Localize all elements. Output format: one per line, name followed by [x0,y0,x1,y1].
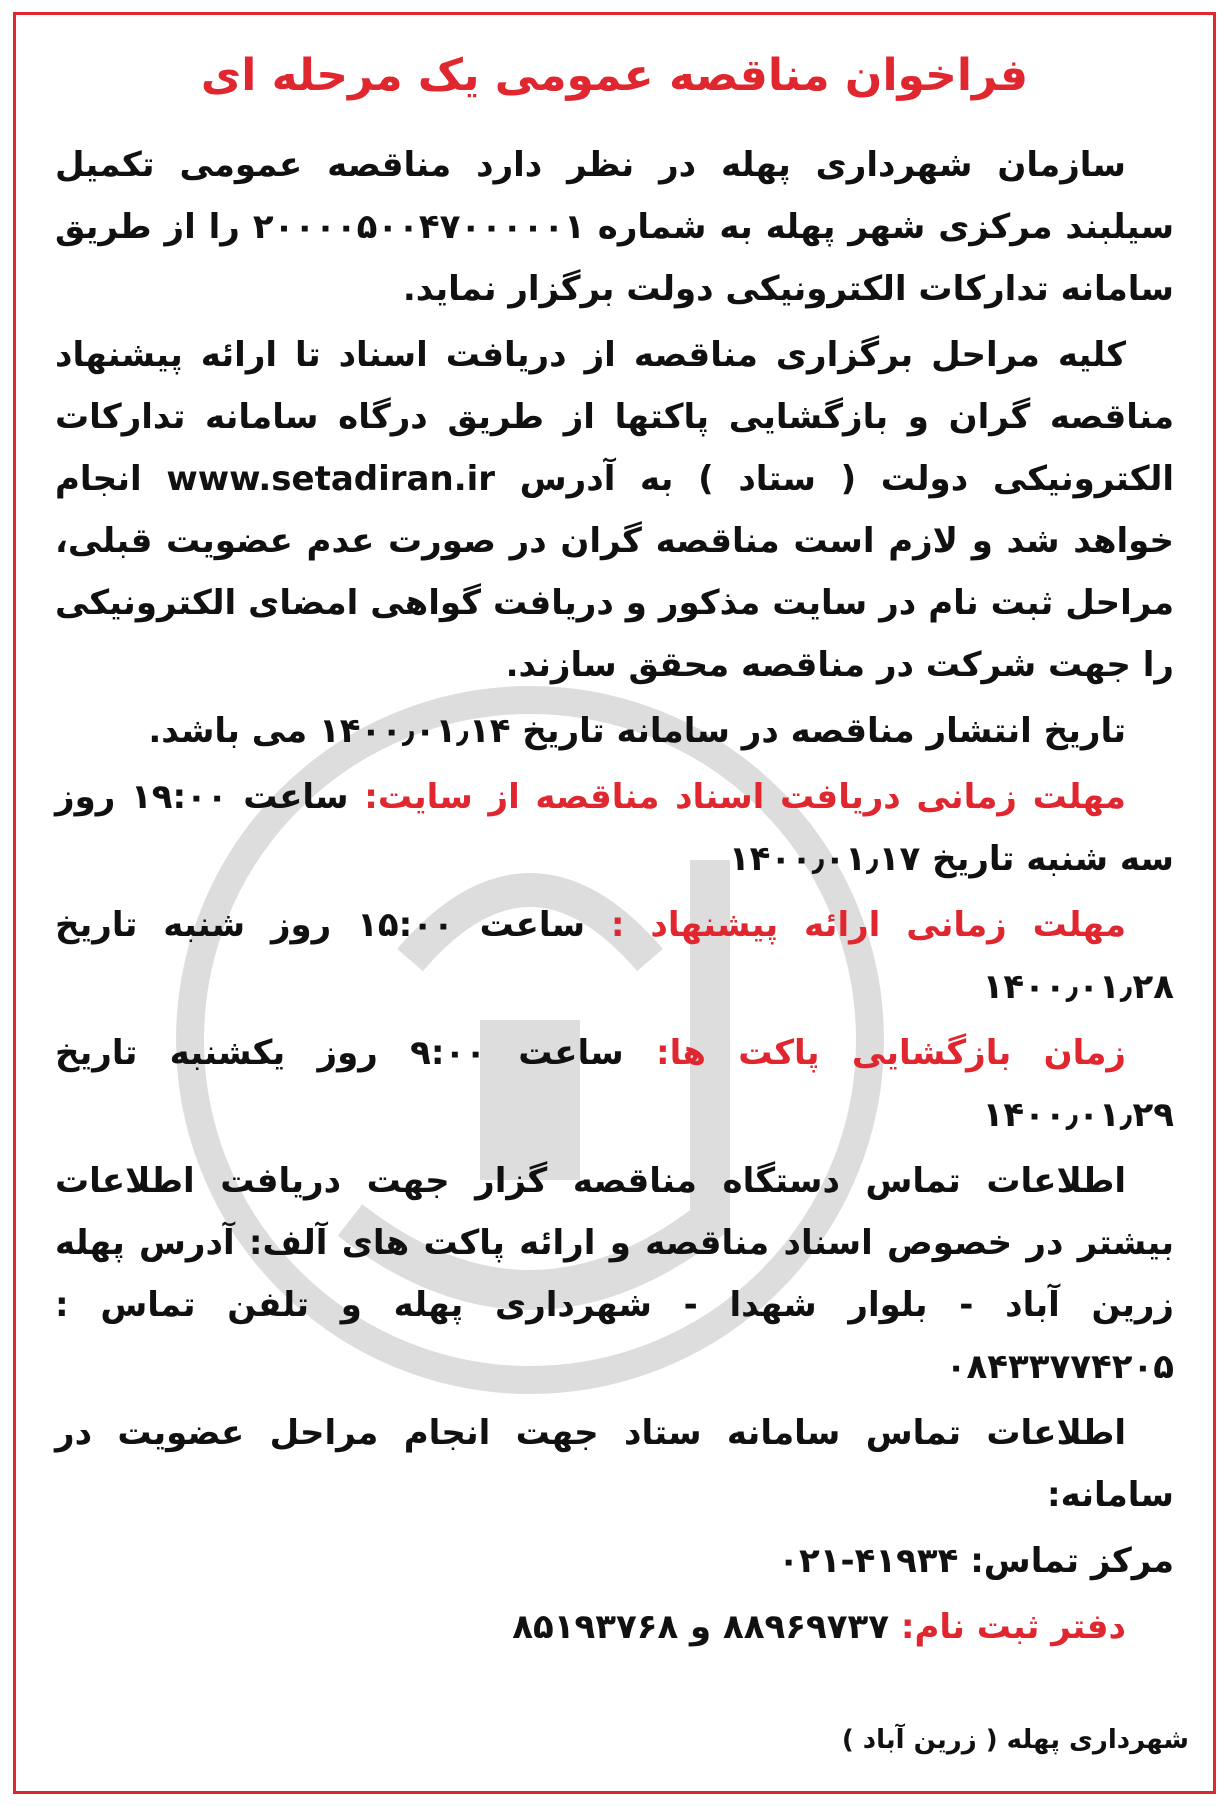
process-paragraph [55,324,1174,696]
document-deadline-text: ساعت ۱۹:۰۰ روز سه شنبه تاریخ ۱۴۰۰٫۰۱٫۱۷ [55,777,1174,879]
setad-contact-text: اطلاعات تماس سامانه ستاد جهت انجام مراحل عضویت در سامانه: [55,1413,1174,1515]
call-center-number: ۰۲۱-۴۱۹۳۴ [778,1541,959,1581]
opening-time-text: ساعت ۹:۰۰ روز یکشنبه تاریخ ۱۴۰۰٫۰۱٫۲۹ [55,1033,1174,1135]
call-center-line [55,1530,1174,1592]
bid-deadline-paragraph [55,894,1174,1018]
registration-office-numbers: ۸۸۹۶۹۷۳۷ و ۸۵۱۹۳۷۶۸ [512,1607,890,1647]
opening-time-paragraph [55,1022,1174,1146]
municipality-signature: شهرداری پهله ( زرین آباد ) [841,1725,1189,1755]
call-center-label: مرکز تماس: [970,1541,1174,1581]
opening-time-label: زمان بازگشایی پاکت ها: [656,1033,1126,1073]
process-text-before-url: کلیه مراحل برگزاری مناقصه از دریافت اسناد تا ارائه پیشنهاد مناقصه گران و بازگشایی پاکتها از طریق درگاه سامانه تدارکات الکترونیکی دولت ( ستاد ) به آدرس [55,335,1175,499]
publish-date-paragraph [55,700,1174,762]
notice-title: فراخوان مناقصه عمومی یک مرحله ای [200,50,1029,101]
document-deadline-paragraph [55,766,1174,890]
bid-deadline-label: مهلت زمانی ارائه پیشنهاد : [610,905,1127,945]
intro-text: سازمان شهرداری پهله در نظر دارد مناقصه عمومی تکمیل سیلبند مرکزی شهر پهله به شماره ۲۰۰۰۰۵۰۰۴۷۰۰۰۰۰۱ را از طریق سامانه تدارکات الکترونیکی دولت برگزار نماید. [55,145,1174,309]
notice-content [55,40,1174,1662]
setad-contact-paragraph [55,1402,1174,1526]
bid-deadline-text: ساعت ۱۵:۰۰ روز شنبه تاریخ ۱۴۰۰٫۰۱٫۲۸ [55,905,1174,1007]
registration-office-line [55,1596,1174,1658]
contact-info-paragraph [55,1150,1174,1398]
setad-url-link[interactable]: www.setadiran.ir [166,459,496,499]
publish-date-text: تاریخ انتشار مناقصه در سامانه تاریخ ۱۴۰۰٫۰۱٫۱۴ می باشد. [148,711,1126,751]
intro-paragraph [55,134,1174,320]
registration-office-label: دفتر ثبت نام: [900,1607,1126,1647]
document-deadline-label: مهلت زمانی دریافت اسناد مناقصه از سایت: [364,777,1126,817]
contact-info-text: اطلاعات تماس دستگاه مناقصه گزار جهت دریافت اطلاعات بیشتر در خصوص اسناد مناقصه و ارائه پاکت های آلف: آدرس پهله زرین آباد - بلوار شهدا - شهرداری پهله و تلفن تماس : ۰۸۴۳۳۷۷۴۲۰۵ [55,1161,1174,1387]
process-text-after-url: انجام خواهد شد و لازم است مناقصه گران در صورت عدم عضویت قبلی، مراحل ثبت نام در سایت مذکور و دریافت گواهی امضای الکترونیکی را جهت شرکت در مناقصه محقق سازند. [55,459,1174,685]
